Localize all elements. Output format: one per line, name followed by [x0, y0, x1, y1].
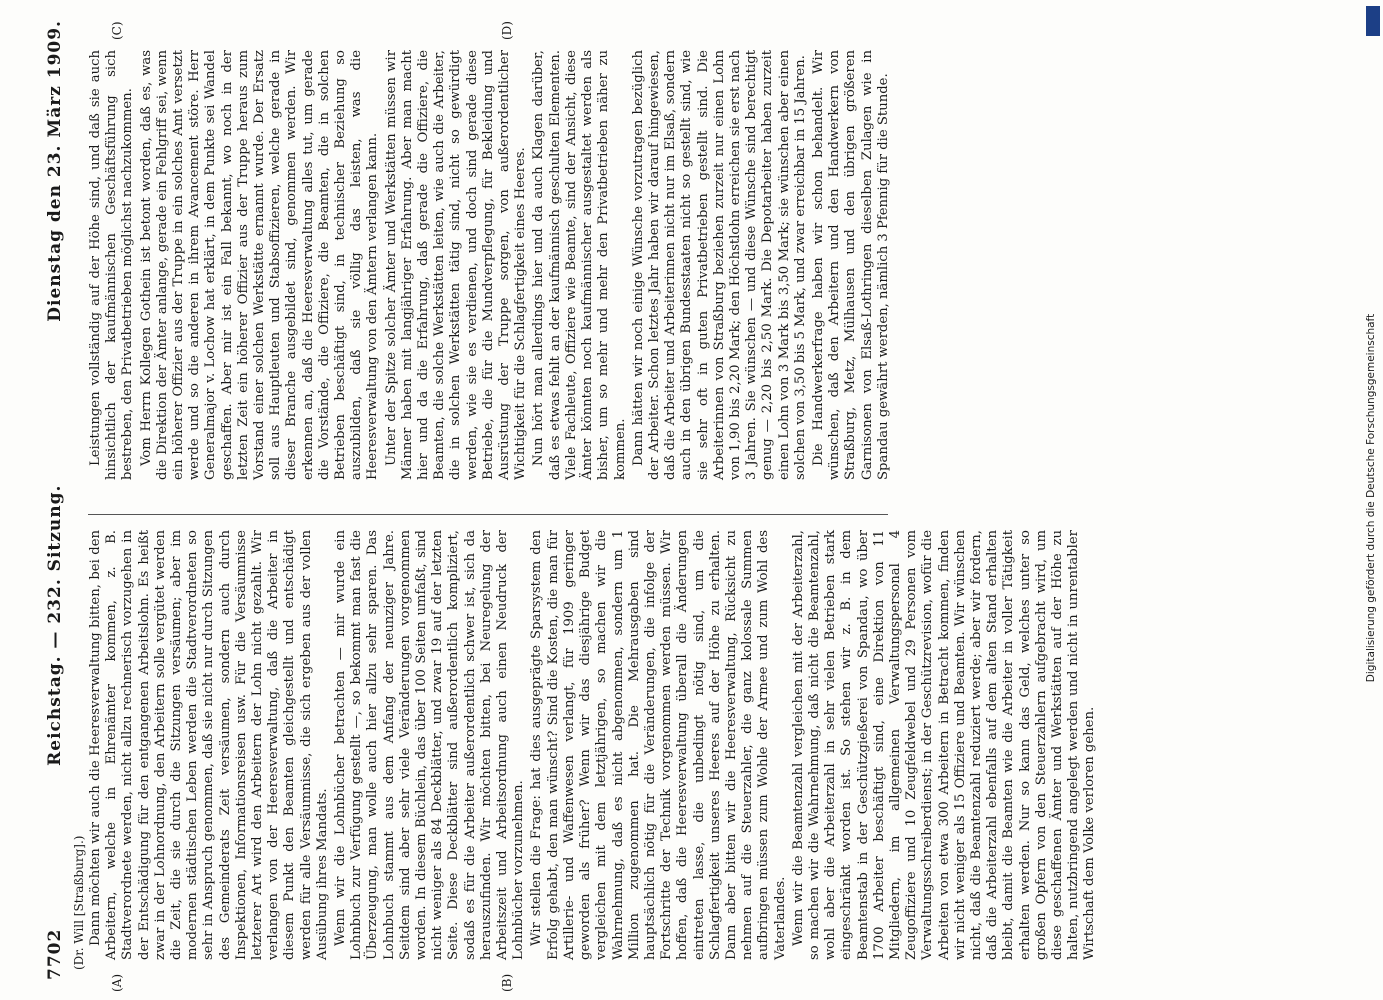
digitization-credit	[1362, 8, 1380, 988]
speaker-label: (Dr. Will [Straßburg].)	[72, 835, 86, 970]
margin-mark-d: (D)	[500, 21, 514, 40]
paragraph: Vom Herrn Kollegen Gothein ist betont worden, daß es, was die Direktion der Ämter anlange, gerade ein Fehlgriff sei, wenn ein höherer Offizier aus der Truppe in ein solches Amt versetzt werde und so die anderen in ihrem Avancement störe. Herr Generalmajor v. Lochow hat erklärt, in dem Punkte sei Wandel geschaffen. Aber mir ist ein Fall bekannt, wo noch in der letzten Zeit ein höherer Offizier aus der Truppe heraus zum Vorstand einer solchen Werkstätte ernannt wurde. Der Ersatz soll aus Hauptleuten und Stabsoffizieren, welche gerade in dieser Branche ausgebildet sind, genommen werden. Wir erkennen an, daß die Heeresverwaltung alles tut, um gerade die Vorstände, die Offiziere, die Beamten, die in solchen Betrieben beschäftigt sind, in technischer Beziehung so auszubilden, daß sie völlig das leisten, was die Heeresverwaltung von den Ämtern verlangen kann.	[138, 50, 381, 480]
paragraph: Nun hört man allerdings hier und da auch Klagen darüber, daß es etwas fehlt an der kaufmännisch geschulten Elementen. Viele Fachleute, Offiziere wie Beamte, sind der Ansicht, diese Ämter könnten noch kaufmännischer ausgestaltet werden als bisher, um so mehr und mehr den Privatbetrieben näher zu kommen.	[531, 50, 628, 480]
paragraph: Wir stellen die Frage: hat dies ausgeprägte Sparsystem den Erfolg gehabt, den man wünscht? Sind die Kosten, die man für Artillerie- und Waffenwesen verlangt, für 1909 geringer geworden als früher? Wenn wir das diesjährige Budget vergleichen mit dem letztjährigen, so machen wir die Wahrnehmung, daß es nicht abgenommen, sondern um 1 Million zugenommen hat. Die Mehrausgaben sind hauptsächlich nötig für die Veränderungen, die infolge der Fortschritte der Technik vorgenommen werden müssen. Wir hoffen, daß die Heeresverwaltung überall die Änderungen eintreten lasse, die unbedingt nötig sind, um die Schlagfertigkeit unseres Heeres auf der Höhe zu erhalten. Dann aber bitten wir die Heeresverwaltung, Rücksicht zu nehmen auf die Steuerzahler, die ganz kolossale Summen aufbringen müssen zum Wohle der Armee und zum Wohl des Vaterlandes.	[529, 530, 788, 960]
paragraph: Wenn wir die Beamtenzahl vergleichen mit der Arbeiterzahl, so machen wir die Wahrnehmung, daß nicht die Beamtenzahl, wohl aber die Arbeiterzahl in sehr vielen Betrieben stark eingeschränkt worden ist. So stehen wir z. B. in dem Beamtenstab in der Geschützgießerei von Spandau, wo über 1700 Arbeiter beschäftigt sind, eine Direktion von 11 Mitgliedern, im allgemeinen Verwaltungspersonal 4 Zeugoffiziere und 10 Zeugfeldwebel und 29 Personen vom Verwaltungsschreiberdienst; in der Geschützrevision, wofür die Arbeiten von etwa 300 Arbeitern in Betracht kommen, finden wir nicht weniger als 15 Offiziere und Beamten. Wir wünschen nicht, daß die Beamtenzahl reduziert werde; aber wir fordern, daß die Arbeiterzahl ebenfalls auf dem alten Stand erhalten bleibt, damit die Beamten wie die Arbeiter in voller Tätigkeit erhalten werden. Nur so kann das Geld, welches unter so großen Opfern von den Steuerzahlern aufgebracht wird, um diese geschaffenen Ämter und Werkstätten auf der Höhe zu halten, nutzbringend angelegt werden und nicht in unrentabler Wirtschaft dem Volke verloren gehen.	[790, 530, 1098, 960]
page-number: 7702	[45, 928, 65, 980]
header-title-right: Dienstag den 23. März 1909.	[45, 20, 65, 322]
paragraph: Leistungen vollständig auf der Höhe sind, und daß sie auch hinsichtlich der kaufmännischen Geschäftsführung sich bestreben, den Privatbetrieben möglichst nachzukommen.	[88, 50, 136, 480]
paragraph: Unter der Spitze solcher Ämter und Werkstätten müssen wir Männer haben mit langjähriger Erfahrung. Aber man macht hier und da die Erfahrung, daß gerade die Offiziere, die Beamten, die solche Werkstätten leiten, wie auch die Arbeiter, die in solchen Werkstätten tätig sind, nicht so gewürdigt werden, wie sie es verdienen, und doch sind gerade diese Betriebe, die für die Mundverpflegung, für Bekleidung und Ausrüstung der Truppe sorgen, von außerordentlicher Wichtigkeit für die Schlagfertigkeit eines Heeres.	[383, 50, 529, 480]
right-text-column	[88, 50, 891, 480]
credit-text: Digitalisierung gefördert durch die Deutsche Forschungsgemeinschaft	[1365, 313, 1377, 683]
paragraph: Die Handwerkerfrage haben wir schon behandelt. Wir wünschen, daß den Arbeitern und den Handwerkern von Straßburg, Metz, Mülhausen und den übrigen größeren Garnisonen von Elsaß-Lothringen dieselben Zulagen wie in Spandau gewährt werden, nämlich 3 Pfennig für die Stunde.	[810, 50, 891, 480]
left-text-column	[88, 530, 1098, 960]
column-divider	[88, 514, 888, 515]
paragraph: Dann hätten wir noch einige Wünsche vorzutragen bezüglich der Arbeiter. Schon letztes Jahr haben wir darauf hingewiesen, daß die Arbeiter und Arbeiterinnen nicht nur im Elsaß, sondern auch in den übrigen Bundesstaaten nicht so gestellt sind, wie sie sehr oft in guten Privatbetrieben gestellt sind. Die Arbeiterinnen von Straßburg beziehen zurzeit nur einen Lohn von 1,90 bis 2,20 Mark; den Höchstlohn erreichen sie erst nach 3 Jahren. Sie wünschen — und diese Wünsche sind berechtigt genug — 2,20 bis 2,50 Mark. Die Depotarbeiter haben zurzeit einen Lohn von 3 Mark bis 3,50 Mark; sie wünschen aber einen solchen von 3,50 bis 5 Mark, und zwar erreichbar in 15 Jahren.	[630, 50, 808, 480]
paragraph: Wenn wir die Lohnbücher betrachten — mir wurde ein Lohnbuch zur Verfügung gestellt —, so bekommt man fast die Überzeugung, man wolle auch hier allzu sehr sparen. Das Lohnbuch stammt aus dem Anfang der neunziger Jahre. Seitdem sind aber sehr viele Veränderungen vorgenommen worden. In diesem Büchlein, das über 100 Seiten umfaßt, sind nicht weniger als 84 Deckblätter, und zwar 19 auf der letzten Seite. Diese Deckblätter sind außerordentlich kompliziert, sodaß es für die Arbeiter außerordentlich schwer ist, sich da herauszufinden. Wir möchten bitten, bei Neuregelung der Arbeitszeit und Arbeitsordnung auch einen Neudruck der Lohnbücher vorzunehmen.	[333, 530, 527, 960]
paragraph: Dann möchten wir auch die Heeresverwaltung bitten, bei den Arbeitern, welche in Ehrenämter kommen, z. B. Stadtverordnete werden, nicht allzu rechnerisch vorzugehen in der Entschädigung für den entgangenen Arbeitslohn. Es heißt zwar in der Lohnordnung, den Arbeitern solle vergütet werden die Zeit, die sie durch die Sitzungen versäumen; aber im modernen städtischen Leben werden die Stadtverordneten so sehr in Anspruch genommen, daß sie nicht nur durch Sitzungen des Gemeinderats Zeit versäumen, sondern auch durch Inspektionen, Informationsreisen usw. Für die Versäumnisse letzterer Art wird den Arbeitern der Lohn nicht gezahlt. Wir verlangen von der Heeresverwaltung, daß die Arbeiter in diesem Punkt den Beamten gleichgestellt und entschädigt werden für alle Versäumnisse, die sich ergeben aus der vollen Ausübung ihres Mandats.	[88, 530, 330, 960]
page-header	[40, 20, 70, 980]
header-title-left: Reichstag. — 232. Sitzung.	[45, 484, 65, 766]
margin-mark-c: (C)	[110, 21, 124, 40]
margin-mark-a: (A)	[110, 973, 124, 992]
margin-mark-b: (B)	[500, 973, 514, 992]
